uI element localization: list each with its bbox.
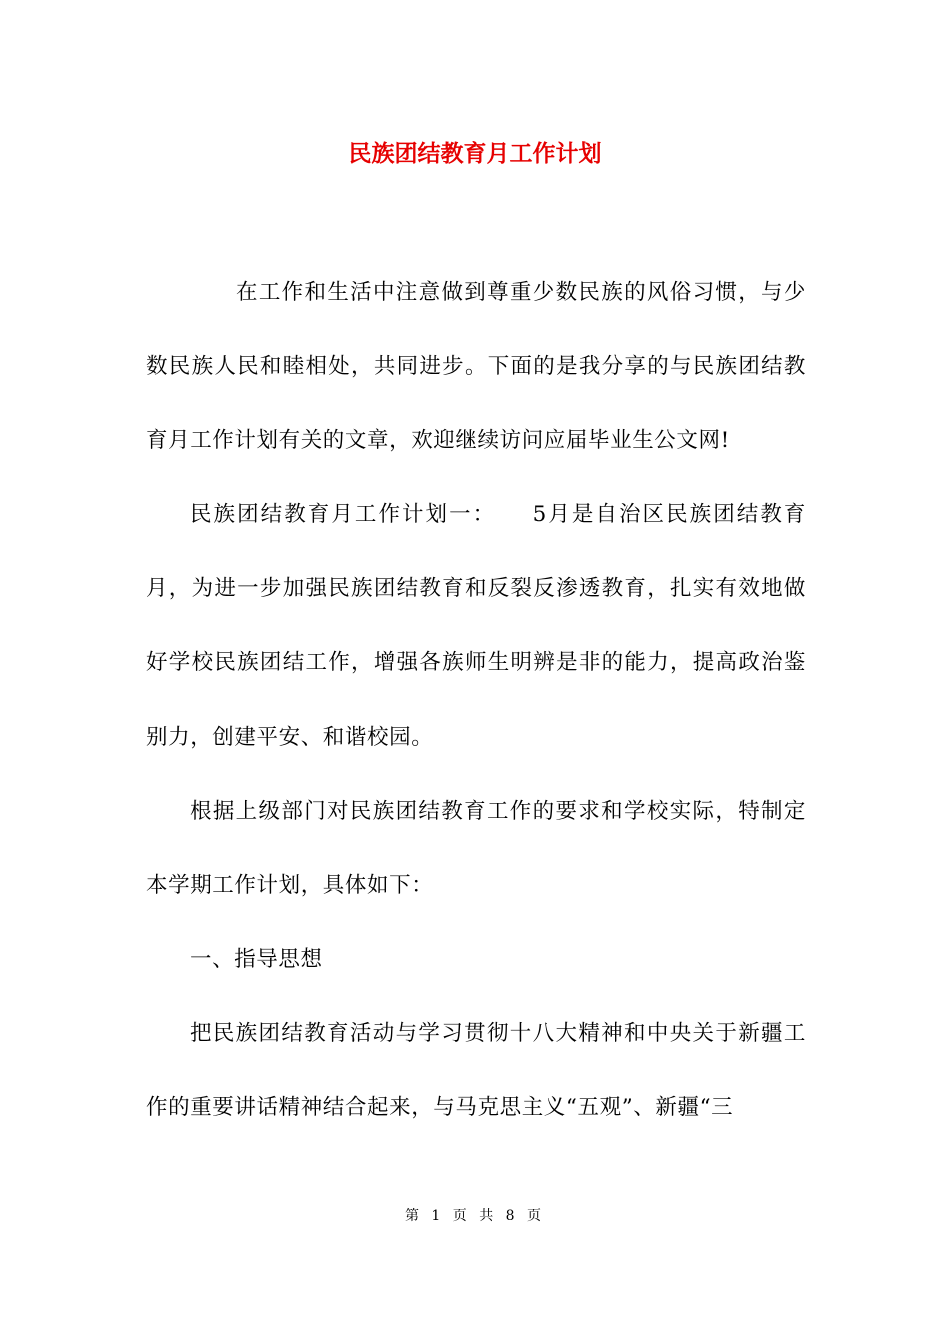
paragraph-plan-one: 民族团结教育月工作计划一： 5月是自治区民族团结教育月，为进一步加强民族团结教育和反裂反渗透教育，扎实有效地做好学校民族团结工作，增强各族师生明辨是非的能力，提高政治鉴别力，创建平安、和谐校园。 [146, 502, 806, 750]
footer-middle: 页 共 [452, 1208, 498, 1224]
footer-current-page: 1 [431, 1208, 445, 1224]
footer-suffix: 页 [527, 1208, 546, 1224]
paragraph-intro: 在工作和生活中注意做到尊重少数民族的风俗习惯，与少数民族人民和睦相处，共同进步。下面的是我分享的与民族团结教育月工作计划有关的文章，欢迎继续访问应届毕业生公文网! [146, 280, 806, 454]
paragraph-guiding-ideology: 把民族团结教育活动与学习贯彻十八大精神和中央关于新疆工作的重要讲话精神结合起来，与马克思主义“五观”、新疆“三 [146, 1021, 806, 1121]
section-heading-guiding-ideology: 一、指导思想 [190, 947, 323, 972]
footer-prefix: 第 [404, 1208, 423, 1224]
document-title: 民族团结教育月工作计划 [348, 140, 602, 167]
paragraph-basis: 根据上级部门对民族团结教育工作的要求和学校实际，特制定本学期工作计划，具体如下： [146, 799, 806, 899]
footer-total-pages: 8 [505, 1208, 519, 1224]
page-footer [0, 1206, 950, 1226]
